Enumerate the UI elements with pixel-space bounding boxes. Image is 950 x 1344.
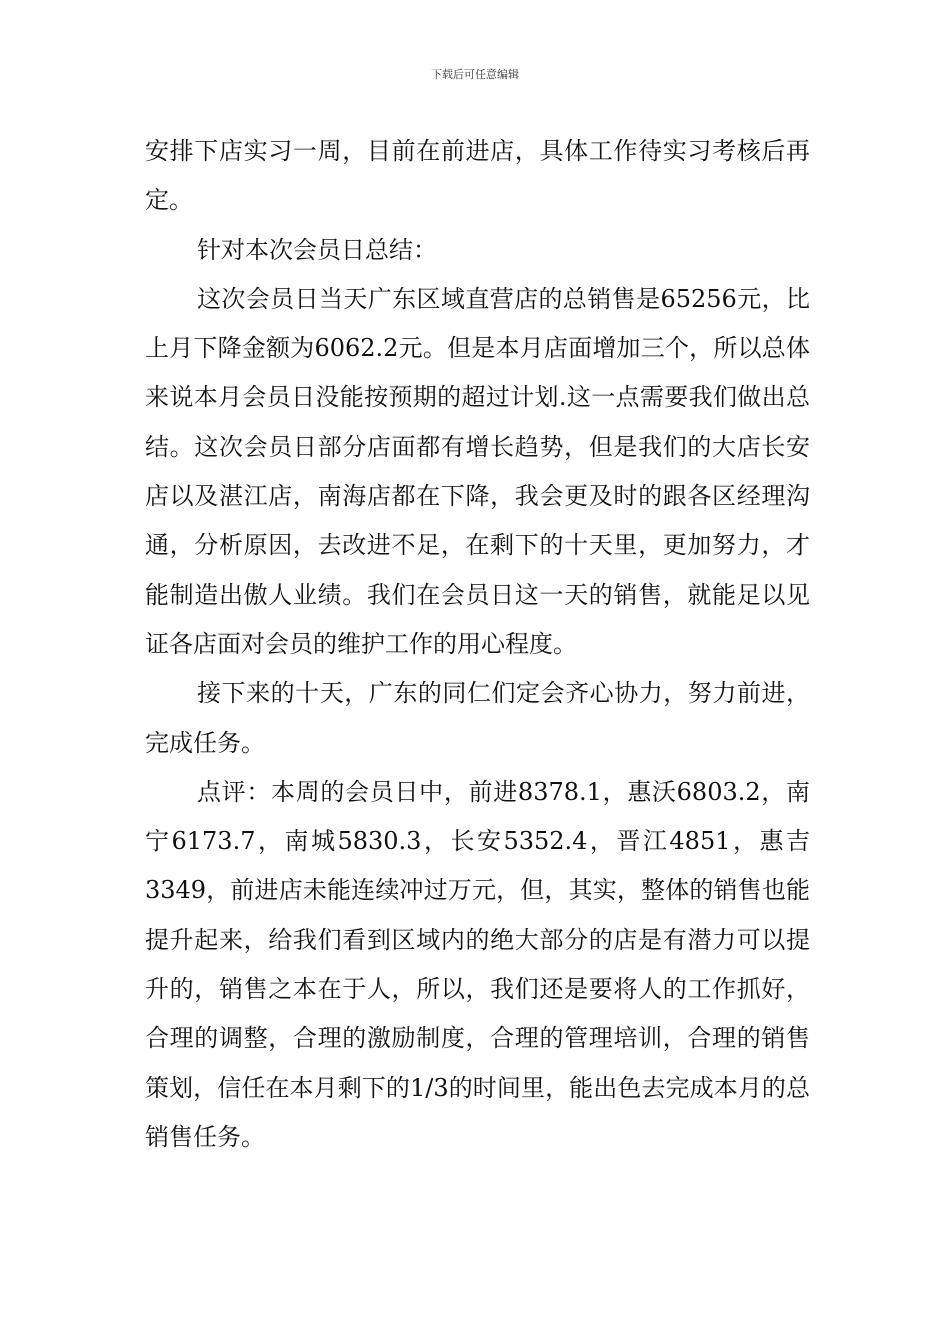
- page-header: 下载后可任意编辑: [431, 68, 519, 81]
- document-body: [145, 127, 810, 1162]
- paragraph-review: 点评：本周的会员日中，前进8378.1，惠沃6803.2，南宁6173.7，南城5830.3，长安5352.4，晋江4851，惠吉3349，前进店未能连续冲过万元，但，其实，整体的销售也能提升起来，给我们看到区域内的绝大部分的店是有潜力可以提升的，销售之本在于人，所以，我们还是要将人的工作抓好，合理的调整，合理的激励制度，合理的管理培训，合理的销售策划，信任在本月剩下的1/3的时间里，能出色去完成本月的总销售任务。: [145, 777, 810, 1151]
- paragraph-sales-summary: 这次会员日当天广东区域直营店的总销售是65256元，比上月下降金额为6062.2元。但是本月店面增加三个，所以总体来说本月会员日没能按预期的超过计划.这一点需要我们做出总结。这次会员日部分店面都有增长趋势，但是我们的大店长安店以及湛江店，南海店都在下降，我会更及时的跟各区经理沟通，分析原因，去改进不足，在剩下的十天里，更加努力，才能制造出傲人业绩。我们在会员日这一天的销售，就能足以见证各店面对会员的维护工作的用心程度。: [145, 284, 810, 658]
- paragraph-summary-heading: 针对本次会员日总结：: [197, 235, 437, 264]
- paragraph-next-days: 接下来的十天，广东的同仁们定会齐心协力，努力前进，完成任务。: [145, 679, 810, 757]
- paragraph-internship: 安排下店实习一周，目前在前进店，具体工作待实习考核后再定。: [145, 137, 810, 215]
